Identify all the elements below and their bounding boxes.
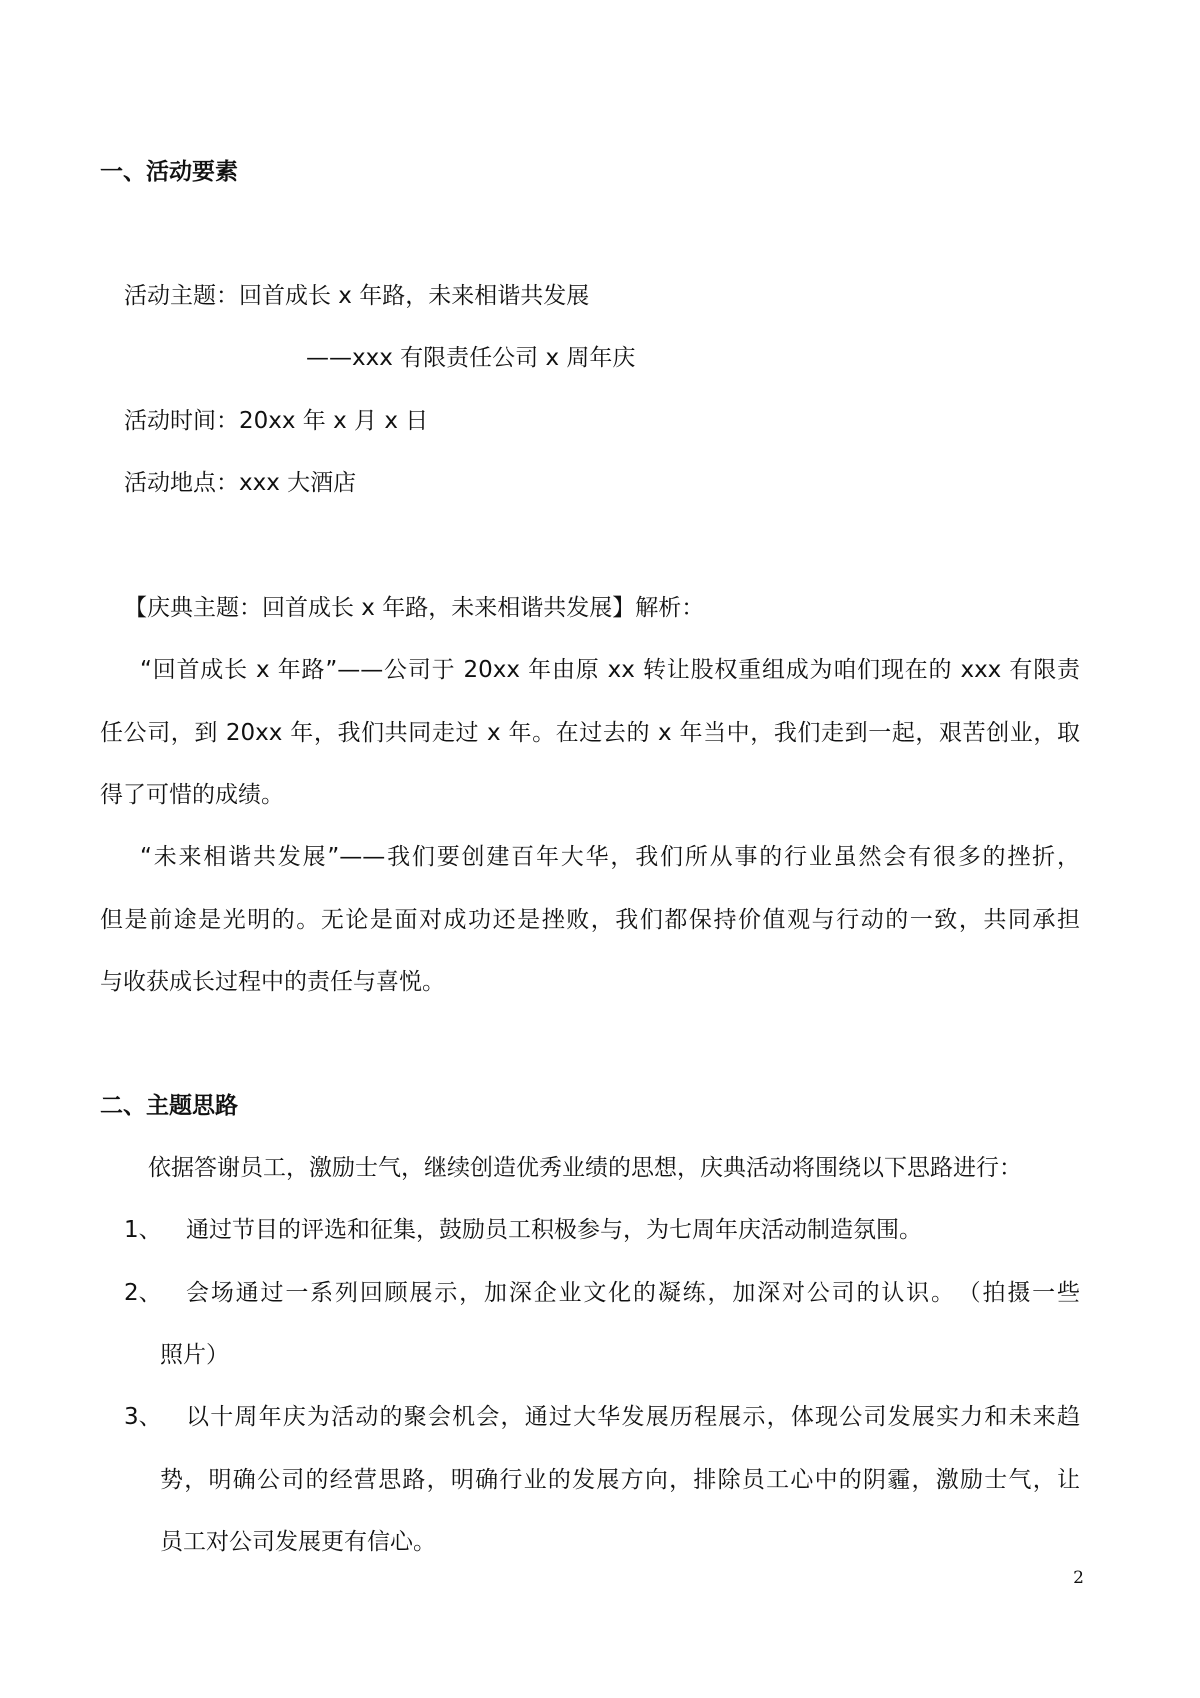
section2-intro: 依据答谢员工，激励士气，继续创造优秀业绩的思想，庆典活动将围绕以下思路进行： [148, 1155, 1022, 1181]
place-line: 活动地点：xxx 大酒店 [124, 470, 357, 496]
theme-line: 活动主题：回首成长 x 年路，未来相谐共发展 [124, 283, 590, 309]
section2-heading: 二、主题思路 [100, 1093, 238, 1119]
list-item-line: 以十周年庆为活动的聚会机会，通过大华发展历程展示，体现公司发展实力和未来趋 [186, 1404, 1080, 1430]
list-item-number: 3、 [124, 1404, 162, 1430]
time-line: 活动时间：20xx 年 x 月 x 日 [124, 408, 429, 434]
section1-heading: 一、活动要素 [100, 159, 238, 185]
list-item-number: 2、 [124, 1280, 162, 1306]
para1-line-1: “回首成长 x 年路”——公司于 20xx 年由原 xx 转让股权重组成为咱们现在的 xxx 有限责 [140, 657, 1080, 683]
list-item-line: 通过节目的评选和征集，鼓励员工积极参与，为七周年庆活动制造氛围。 [186, 1217, 922, 1243]
list-item-line: 员工对公司发展更有信心。 [160, 1529, 436, 1555]
theme-subtitle: ——xxx 有限责任公司 x 周年庆 [306, 345, 636, 371]
list-item-line: 照片） [160, 1342, 229, 1368]
page-number: 2 [1073, 1568, 1084, 1588]
list-item-line: 会场通过一系列回顾展示，加深企业文化的凝练，加深对公司的认识。 （拍摄一些 [186, 1280, 1080, 1306]
list-item-number: 1、 [124, 1217, 162, 1243]
para2-line-3: 与收获成长过程中的责任与喜悦。 [100, 969, 445, 995]
analysis-title: 【庆典主题：回首成长 x 年路，未来相谐共发展】解析： [124, 595, 705, 621]
para1-line-3: 得了可惜的成绩。 [100, 782, 284, 808]
para2-line-1: “未来相谐共发展”——我们要创建百年大华，我们所从事的行业虽然会有很多的挫折， [140, 844, 1080, 870]
para2-line-2: 但是前途是光明的。无论是面对成功还是挫败，我们都保持价值观与行动的一致，共同承担 [100, 907, 1080, 933]
para1-line-2: 任公司，到 20xx 年，我们共同走过 x 年。在过去的 x 年当中，我们走到一起，艰苦创业，取 [100, 720, 1080, 746]
list-item-line: 势，明确公司的经营思路，明确行业的发展方向，排除员工心中的阴霾，激励士气，让 [160, 1467, 1080, 1493]
